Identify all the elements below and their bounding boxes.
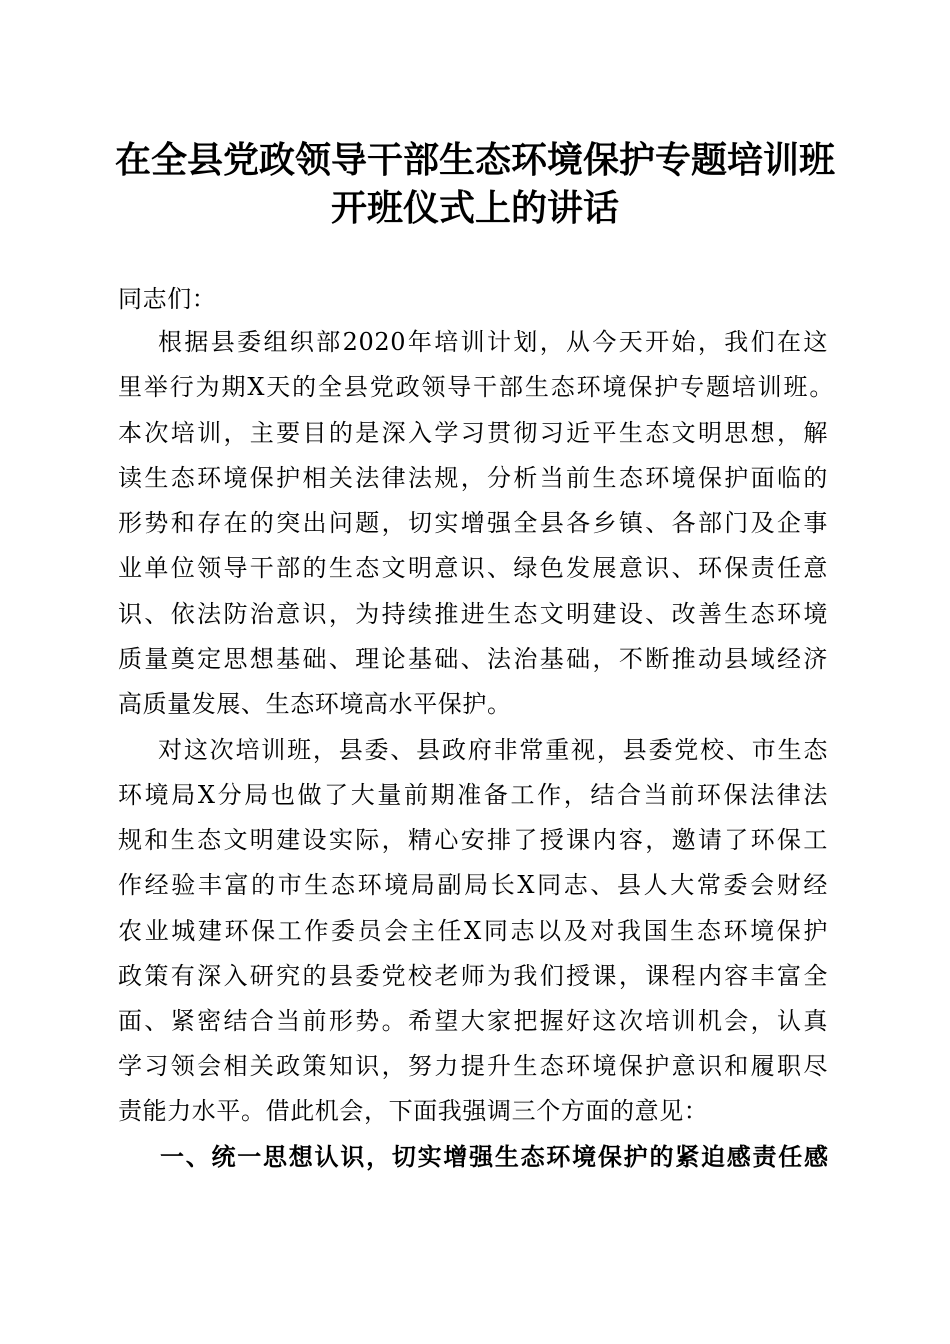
- paragraph-2-line: 环境局X分局也做了大量前期准备工作，结合当前环保法律法: [118, 781, 828, 809]
- paragraph-1-line: 读生态环境保护相关法律法规，分析当前生态环境保护面临的: [118, 464, 828, 492]
- document-title-line-1: 在全县党政领导干部生态环境保护专题培训班: [114, 139, 835, 181]
- paragraph-2-line: 政策有深入研究的县委党校老师为我们授课，课程内容丰富全: [118, 962, 828, 990]
- paragraph-1-line: 本次培训，主要目的是深入学习贯彻习近平生态文明思想，解: [118, 419, 828, 447]
- paragraph-1-line: 里举行为期X天的全县党政领导干部生态环境保护专题培训班。: [118, 373, 834, 401]
- salutation: 同志们：: [118, 285, 217, 313]
- paragraph-1-line: 业单位领导干部的生态文明意识、绿色发展意识、环保责任意: [118, 554, 828, 582]
- paragraph-1-line: 根据县委组织部2020年培训计划，从今天开始，我们在这: [158, 328, 828, 356]
- paragraph-2-line: 责能力水平。借此机会，下面我强调三个方面的意见：: [118, 1097, 709, 1125]
- paragraph-1-line: 质量奠定思想基础、理论基础、法治基础，不断推动县域经济: [118, 645, 828, 673]
- paragraph-2-line: 作经验丰富的市生态环境局副局长X同志、县人大常委会财经: [118, 871, 828, 899]
- paragraph-1-line: 形势和存在的突出问题，切实增强全县各乡镇、各部门及企事: [118, 509, 828, 537]
- paragraph-2-line: 面、紧密结合当前形势。希望大家把握好这次培训机会，认真: [118, 1007, 828, 1035]
- document-title-line-2: 开班仪式上的讲话: [330, 187, 619, 229]
- section-heading: 一、统一思想认识，切实增强生态环境保护的紧迫感责任感: [160, 1142, 828, 1171]
- paragraph-2-line: 农业城建环保工作委员会主任X同志以及对我国生态环境保护: [118, 917, 828, 945]
- paragraph-2-line: 对这次培训班，县委、县政府非常重视，县委党校、市生态: [158, 736, 828, 764]
- paragraph-2-line: 规和生态文明建设实际，精心安排了授课内容，邀请了环保工: [118, 826, 828, 854]
- paragraph-2-line: 学习领会相关政策知识，努力提升生态环境保护意识和履职尽: [118, 1052, 828, 1080]
- paragraph-1-line: 识、依法防治意识，为持续推进生态文明建设、改善生态环境: [118, 600, 828, 628]
- paragraph-1-line: 高质量发展、生态环境高水平保护。: [118, 690, 512, 718]
